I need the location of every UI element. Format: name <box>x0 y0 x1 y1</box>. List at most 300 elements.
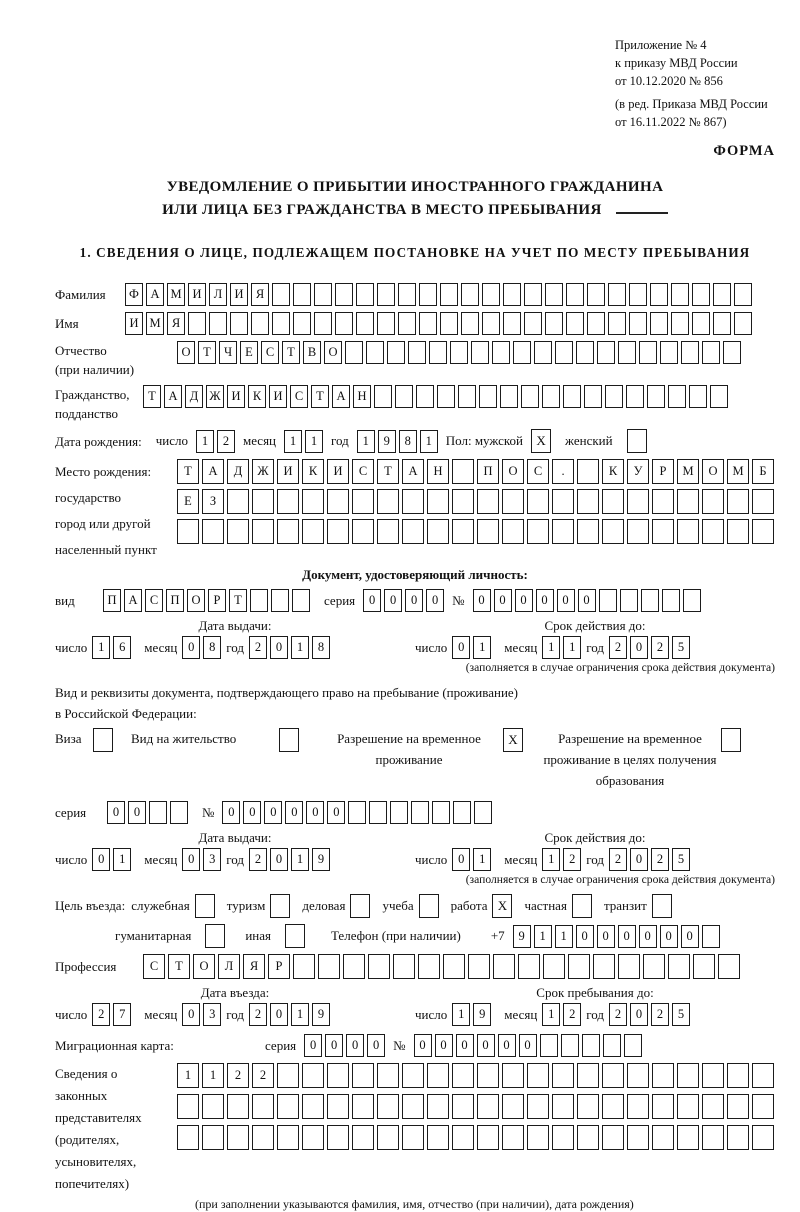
cell[interactable] <box>230 312 248 335</box>
cell[interactable] <box>734 312 752 335</box>
cell[interactable]: 9 <box>473 1003 491 1026</box>
cell[interactable]: 2 <box>249 1003 267 1026</box>
cell[interactable] <box>545 283 563 306</box>
cell[interactable] <box>252 1125 274 1150</box>
cell[interactable] <box>641 589 659 612</box>
cell[interactable]: 0 <box>557 589 575 612</box>
cell[interactable]: С <box>261 341 279 364</box>
cell[interactable]: 0 <box>452 848 470 871</box>
cell[interactable] <box>395 385 413 408</box>
cell[interactable]: Т <box>229 589 247 612</box>
cell[interactable] <box>177 519 199 544</box>
cell[interactable] <box>710 385 728 408</box>
cell[interactable] <box>618 341 636 364</box>
cell[interactable]: А <box>146 283 164 306</box>
entry-month-cells[interactable] <box>182 1003 221 1026</box>
cell[interactable]: Р <box>208 589 226 612</box>
cell[interactable]: С <box>143 954 165 979</box>
cell[interactable] <box>727 1063 749 1088</box>
cell[interactable] <box>427 1094 449 1119</box>
cell[interactable] <box>461 312 479 335</box>
cell[interactable] <box>527 489 549 514</box>
cell[interactable]: К <box>248 385 266 408</box>
cell[interactable]: И <box>188 283 206 306</box>
cell[interactable] <box>662 589 680 612</box>
cell[interactable] <box>440 283 458 306</box>
cell[interactable] <box>527 519 549 544</box>
cell[interactable] <box>377 1125 399 1150</box>
cell[interactable]: 2 <box>252 1063 274 1088</box>
cell[interactable]: 0 <box>128 801 146 824</box>
cell[interactable] <box>627 489 649 514</box>
cell[interactable] <box>398 312 416 335</box>
cell[interactable]: И <box>227 385 245 408</box>
cell[interactable] <box>626 385 644 408</box>
cell[interactable] <box>568 954 590 979</box>
cell[interactable]: Р <box>268 954 290 979</box>
cell[interactable] <box>668 954 690 979</box>
cell[interactable]: 0 <box>304 1034 322 1057</box>
cell[interactable]: 1 <box>284 430 302 453</box>
cell[interactable] <box>702 489 724 514</box>
cell[interactable]: 1 <box>196 430 214 453</box>
cell[interactable]: 5 <box>672 848 690 871</box>
permit-series-cells[interactable] <box>107 801 188 824</box>
cell[interactable]: 9 <box>312 848 330 871</box>
cell[interactable] <box>660 341 678 364</box>
cell[interactable] <box>356 312 374 335</box>
cell[interactable] <box>437 385 455 408</box>
cell[interactable] <box>577 459 599 484</box>
cell[interactable]: 1 <box>473 848 491 871</box>
cell[interactable] <box>402 1125 424 1150</box>
cell[interactable]: Т <box>198 341 216 364</box>
cell[interactable] <box>576 341 594 364</box>
stay-month-cells[interactable] <box>542 1003 581 1026</box>
visa-checkbox[interactable] <box>93 728 113 752</box>
cell[interactable] <box>752 1094 774 1119</box>
cell[interactable]: П <box>166 589 184 612</box>
cell[interactable]: 2 <box>651 848 669 871</box>
surname-cells[interactable] <box>125 283 752 306</box>
cell[interactable] <box>502 1063 524 1088</box>
cell[interactable] <box>302 1125 324 1150</box>
permit-valid-year-cells[interactable] <box>609 848 690 871</box>
cell[interactable] <box>377 1094 399 1119</box>
cell[interactable] <box>677 1063 699 1088</box>
cell[interactable] <box>369 801 387 824</box>
cell[interactable] <box>627 519 649 544</box>
doc-number-cells[interactable] <box>473 589 701 612</box>
cell[interactable] <box>479 385 497 408</box>
cell[interactable] <box>149 801 167 824</box>
cell[interactable] <box>650 312 668 335</box>
birthplace-cells-row3[interactable] <box>177 519 774 544</box>
cell[interactable] <box>293 312 311 335</box>
cell[interactable]: 0 <box>306 801 324 824</box>
cell[interactable]: 0 <box>285 801 303 824</box>
cell[interactable]: А <box>332 385 350 408</box>
purpose-opt-work-checkbox[interactable]: X <box>492 894 512 918</box>
doc-series-cells[interactable] <box>363 589 444 612</box>
cell[interactable]: В <box>303 341 321 364</box>
cell[interactable]: 0 <box>515 589 533 612</box>
cell[interactable] <box>377 519 399 544</box>
cell[interactable] <box>752 489 774 514</box>
cell[interactable] <box>527 1063 549 1088</box>
cell[interactable] <box>335 312 353 335</box>
cell[interactable] <box>170 801 188 824</box>
cell[interactable] <box>618 954 640 979</box>
birthplace-cells-row1[interactable] <box>177 459 774 484</box>
cell[interactable]: 0 <box>498 1034 516 1057</box>
residence-permit-checkbox[interactable] <box>279 728 299 752</box>
cell[interactable] <box>443 954 465 979</box>
doc-kind-cells[interactable] <box>103 589 310 612</box>
cell[interactable]: О <box>187 589 205 612</box>
cell[interactable] <box>352 1063 374 1088</box>
cell[interactable] <box>552 1063 574 1088</box>
cell[interactable]: 5 <box>672 1003 690 1026</box>
patronymic-cells[interactable] <box>177 341 741 364</box>
cell[interactable] <box>482 312 500 335</box>
cell[interactable] <box>727 1125 749 1150</box>
cell[interactable] <box>314 312 332 335</box>
cell[interactable] <box>352 519 374 544</box>
cell[interactable] <box>689 385 707 408</box>
cell[interactable]: 0 <box>92 848 110 871</box>
cell[interactable] <box>582 1034 600 1057</box>
cell[interactable] <box>692 283 710 306</box>
cell[interactable] <box>643 954 665 979</box>
cell[interactable] <box>356 283 374 306</box>
cell[interactable] <box>418 954 440 979</box>
cell[interactable] <box>302 519 324 544</box>
cell[interactable] <box>452 459 474 484</box>
cell[interactable] <box>652 519 674 544</box>
cell[interactable] <box>209 312 227 335</box>
representatives-cells-row3[interactable] <box>177 1125 774 1150</box>
cell[interactable]: Д <box>185 385 203 408</box>
cell[interactable]: 0 <box>536 589 554 612</box>
cell[interactable] <box>377 1063 399 1088</box>
cell[interactable] <box>692 312 710 335</box>
phone-cells[interactable] <box>513 925 720 948</box>
cell[interactable] <box>377 489 399 514</box>
cell[interactable] <box>534 341 552 364</box>
cell[interactable] <box>452 489 474 514</box>
cell[interactable] <box>602 489 624 514</box>
cell[interactable] <box>552 519 574 544</box>
cell[interactable]: 0 <box>182 636 200 659</box>
cell[interactable]: П <box>477 459 499 484</box>
cell[interactable]: Л <box>209 283 227 306</box>
cell[interactable] <box>374 385 392 408</box>
cell[interactable]: И <box>230 283 248 306</box>
cell[interactable]: Т <box>168 954 190 979</box>
cell[interactable] <box>627 1094 649 1119</box>
doc-issue-month-cells[interactable] <box>182 636 221 659</box>
cell[interactable]: К <box>602 459 624 484</box>
cell[interactable]: 0 <box>426 589 444 612</box>
cell[interactable]: 0 <box>630 1003 648 1026</box>
cell[interactable]: Ж <box>252 459 274 484</box>
citizenship-cells[interactable] <box>143 385 728 408</box>
profession-cells[interactable] <box>143 954 740 979</box>
cell[interactable] <box>458 385 476 408</box>
cell[interactable] <box>605 385 623 408</box>
cell[interactable]: 0 <box>270 636 288 659</box>
cell[interactable] <box>500 385 518 408</box>
cell[interactable] <box>477 489 499 514</box>
cell[interactable] <box>527 1094 549 1119</box>
cell[interactable]: А <box>402 459 424 484</box>
purpose-opt-business-checkbox[interactable] <box>195 894 215 918</box>
cell[interactable] <box>271 589 289 612</box>
cell[interactable]: 1 <box>291 1003 309 1026</box>
cell[interactable] <box>272 312 290 335</box>
cell[interactable] <box>677 489 699 514</box>
cell[interactable] <box>503 283 521 306</box>
cell[interactable]: 1 <box>92 636 110 659</box>
cell[interactable] <box>408 341 426 364</box>
cell[interactable] <box>713 283 731 306</box>
cell[interactable]: А <box>164 385 182 408</box>
cell[interactable]: 9 <box>312 1003 330 1026</box>
cell[interactable]: 0 <box>346 1034 364 1057</box>
cell[interactable] <box>277 1063 299 1088</box>
cell[interactable]: О <box>502 459 524 484</box>
cell[interactable] <box>693 954 715 979</box>
cell[interactable] <box>452 1094 474 1119</box>
cell[interactable]: 0 <box>494 589 512 612</box>
cell[interactable]: З <box>202 489 224 514</box>
cell[interactable]: К <box>302 459 324 484</box>
cell[interactable]: 1 <box>542 636 560 659</box>
cell[interactable] <box>293 283 311 306</box>
cell[interactable]: Е <box>177 489 199 514</box>
cell[interactable]: О <box>324 341 342 364</box>
cell[interactable] <box>752 1063 774 1088</box>
cell[interactable] <box>584 385 602 408</box>
cell[interactable] <box>482 283 500 306</box>
cell[interactable] <box>471 341 489 364</box>
cell[interactable]: 0 <box>243 801 261 824</box>
cell[interactable]: Т <box>177 459 199 484</box>
cell[interactable]: 1 <box>202 1063 224 1088</box>
cell[interactable] <box>652 1063 674 1088</box>
cell[interactable] <box>542 385 560 408</box>
cell[interactable] <box>629 283 647 306</box>
cell[interactable] <box>427 519 449 544</box>
cell[interactable] <box>727 1094 749 1119</box>
cell[interactable]: Т <box>143 385 161 408</box>
cell[interactable] <box>629 312 647 335</box>
cell[interactable] <box>468 954 490 979</box>
cell[interactable] <box>608 283 626 306</box>
cell[interactable] <box>639 341 657 364</box>
cell[interactable] <box>177 1125 199 1150</box>
gender-female-checkbox[interactable] <box>627 429 647 453</box>
permit-valid-month-cells[interactable] <box>542 848 581 871</box>
cell[interactable]: Т <box>311 385 329 408</box>
cell[interactable]: И <box>269 385 287 408</box>
cell[interactable]: 0 <box>182 848 200 871</box>
cell[interactable] <box>702 1063 724 1088</box>
cell[interactable] <box>318 954 340 979</box>
cell[interactable] <box>277 489 299 514</box>
cell[interactable] <box>734 283 752 306</box>
cell[interactable]: 0 <box>452 636 470 659</box>
cell[interactable] <box>452 1125 474 1150</box>
cell[interactable]: Т <box>282 341 300 364</box>
cell[interactable]: М <box>167 283 185 306</box>
cell[interactable] <box>752 519 774 544</box>
cell[interactable]: 0 <box>473 589 491 612</box>
cell[interactable] <box>402 1063 424 1088</box>
cell[interactable] <box>492 341 510 364</box>
cell[interactable]: 2 <box>609 848 627 871</box>
cell[interactable] <box>608 312 626 335</box>
cell[interactable] <box>552 1094 574 1119</box>
cell[interactable]: Р <box>652 459 674 484</box>
cell[interactable]: 9 <box>378 430 396 453</box>
cell[interactable]: Я <box>243 954 265 979</box>
cell[interactable]: 2 <box>92 1003 110 1026</box>
cell[interactable]: А <box>202 459 224 484</box>
cell[interactable] <box>398 283 416 306</box>
cell[interactable] <box>202 1125 224 1150</box>
cell[interactable] <box>727 519 749 544</box>
cell[interactable]: Н <box>427 459 449 484</box>
migration-number-cells[interactable] <box>414 1034 642 1057</box>
cell[interactable] <box>599 589 617 612</box>
cell[interactable]: Б <box>752 459 774 484</box>
cell[interactable]: 0 <box>660 925 678 948</box>
cell[interactable]: М <box>146 312 164 335</box>
cell[interactable] <box>652 489 674 514</box>
purpose-opt-private-checkbox[interactable] <box>572 894 592 918</box>
cell[interactable] <box>440 312 458 335</box>
cell[interactable] <box>502 1094 524 1119</box>
cell[interactable]: 1 <box>305 430 323 453</box>
cell[interactable]: 0 <box>435 1034 453 1057</box>
cell[interactable]: 1 <box>291 636 309 659</box>
cell[interactable]: 1 <box>177 1063 199 1088</box>
cell[interactable] <box>524 312 542 335</box>
cell[interactable] <box>277 1094 299 1119</box>
cell[interactable] <box>292 589 310 612</box>
cell[interactable]: 0 <box>222 801 240 824</box>
cell[interactable]: Л <box>218 954 240 979</box>
cell[interactable] <box>377 312 395 335</box>
cell[interactable] <box>702 925 720 948</box>
cell[interactable]: 1 <box>452 1003 470 1026</box>
cell[interactable]: 2 <box>563 1003 581 1026</box>
cell[interactable]: 0 <box>363 589 381 612</box>
cell[interactable]: Ф <box>125 283 143 306</box>
cell[interactable] <box>652 1125 674 1150</box>
cell[interactable]: 1 <box>113 848 131 871</box>
cell[interactable] <box>723 341 741 364</box>
cell[interactable] <box>577 1094 599 1119</box>
cell[interactable] <box>577 1063 599 1088</box>
cell[interactable]: С <box>527 459 549 484</box>
cell[interactable] <box>474 801 492 824</box>
cell[interactable] <box>577 489 599 514</box>
purpose-opt-transit-checkbox[interactable] <box>652 894 672 918</box>
cell[interactable] <box>602 1125 624 1150</box>
cell[interactable]: 0 <box>597 925 615 948</box>
cell[interactable] <box>652 1094 674 1119</box>
cell[interactable]: Ж <box>206 385 224 408</box>
representatives-cells-row1[interactable] <box>177 1063 774 1088</box>
cell[interactable]: Я <box>167 312 185 335</box>
cell[interactable] <box>543 954 565 979</box>
cell[interactable]: 0 <box>618 925 636 948</box>
cell[interactable] <box>188 312 206 335</box>
cell[interactable]: Е <box>240 341 258 364</box>
cell[interactable] <box>540 1034 558 1057</box>
cell[interactable] <box>671 283 689 306</box>
cell[interactable]: 0 <box>182 1003 200 1026</box>
cell[interactable] <box>252 489 274 514</box>
cell[interactable]: 0 <box>270 1003 288 1026</box>
cell[interactable]: 0 <box>414 1034 432 1057</box>
cell[interactable] <box>343 954 365 979</box>
cell[interactable]: П <box>103 589 121 612</box>
cell[interactable] <box>402 489 424 514</box>
cell[interactable] <box>702 519 724 544</box>
cell[interactable]: 0 <box>519 1034 537 1057</box>
cell[interactable] <box>677 1125 699 1150</box>
cell[interactable] <box>327 519 349 544</box>
cell[interactable]: 1 <box>555 925 573 948</box>
cell[interactable] <box>352 1125 374 1150</box>
cell[interactable]: 2 <box>651 1003 669 1026</box>
cell[interactable] <box>527 1125 549 1150</box>
cell[interactable]: 7 <box>113 1003 131 1026</box>
cell[interactable] <box>587 283 605 306</box>
cell[interactable] <box>314 283 332 306</box>
cell[interactable]: 0 <box>639 925 657 948</box>
purpose-opt-study-checkbox[interactable] <box>419 894 439 918</box>
cell[interactable]: С <box>352 459 374 484</box>
entry-day-cells[interactable] <box>92 1003 131 1026</box>
cell[interactable]: 0 <box>578 589 596 612</box>
cell[interactable] <box>702 341 720 364</box>
cell[interactable]: С <box>145 589 163 612</box>
cell[interactable] <box>702 1125 724 1150</box>
cell[interactable] <box>450 341 468 364</box>
permit-number-cells[interactable] <box>222 801 492 824</box>
cell[interactable]: 0 <box>456 1034 474 1057</box>
permit-issue-day-cells[interactable] <box>92 848 131 871</box>
cell[interactable] <box>727 489 749 514</box>
cell[interactable] <box>252 519 274 544</box>
cell[interactable] <box>453 801 471 824</box>
cell[interactable] <box>432 801 450 824</box>
cell[interactable]: 1 <box>357 430 375 453</box>
cell[interactable] <box>277 519 299 544</box>
cell[interactable]: Д <box>227 459 249 484</box>
cell[interactable] <box>411 801 429 824</box>
cell[interactable] <box>452 1063 474 1088</box>
cell[interactable]: 2 <box>249 636 267 659</box>
cell[interactable]: И <box>125 312 143 335</box>
cell[interactable] <box>563 385 581 408</box>
cell[interactable]: Ч <box>219 341 237 364</box>
